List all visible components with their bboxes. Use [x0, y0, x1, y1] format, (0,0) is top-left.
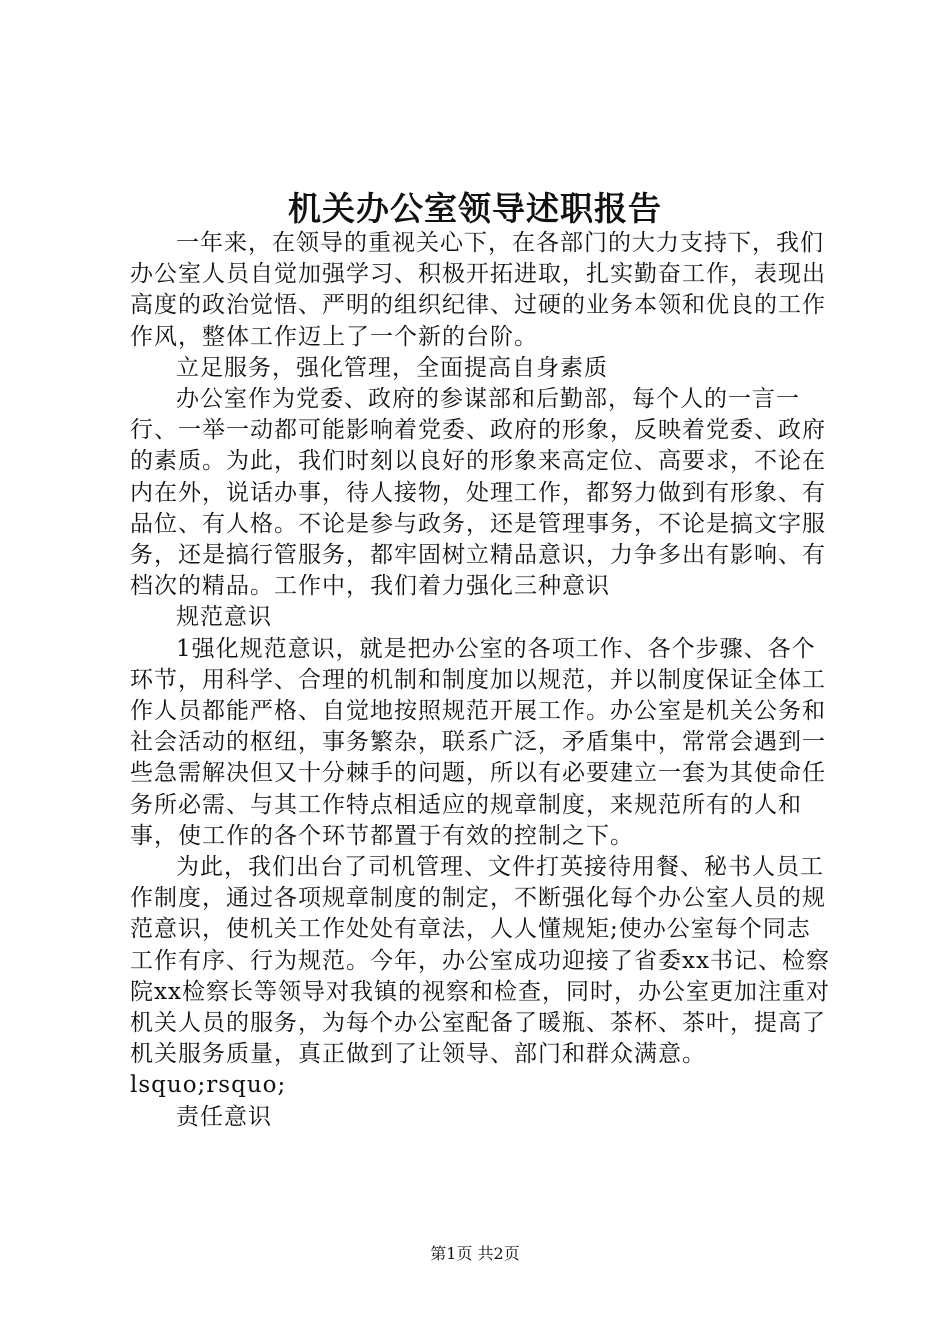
section-heading-service: 立足服务，强化管理，全面提高自身素质	[176, 354, 608, 381]
paragraph-intro: 一年来，在领导的重视关心下，在各部门的大力支持下，我们办公室人员自觉加强学习、积极开拓进取，扎实勤奋工作，表现出高度的政治觉悟、严明的组织纪律、过硬的业务本领和优良的工作作风，整体工作迈上了一个新的台阶。	[130, 230, 826, 350]
paragraph-norms: 1强化规范意识，就是把办公室的各项工作、各个步骤、各个环节，用科学、合理的机制和制度加以规范，并以制度保证全体工作人员都能严格、自觉地按照规范开展工作。办公室是机关公务和社会活动的枢纽，事务繁杂，联系广泛，矛盾集中，常常会遇到一些急需解决但又十分棘手的问题，所以有必要建立一套为其使命任务所必需、与其工作特点相适应的规章制度，来规范所有的人和事，使工作的各个环节都置于有效的控制之下。	[130, 635, 826, 849]
section-heading-responsibility: 责任意识	[176, 1103, 272, 1130]
document-body	[130, 228, 830, 1133]
page-number-footer: 第1页 共2页	[430, 1244, 520, 1263]
paragraph-office-role: 办公室作为党委、政府的参谋部和后勤部，每个人的一言一行、一举一动都可能影响着党委、政府的形象，反映着党委、政府的素质。为此，我们时刻以良好的形象来高定位、高要求，不论在内在外，说话办事，待人接物，处理工作，都努力做到有形象、有品位、有人格。不论是参与政务，还是管理事务，不论是搞文字服务，还是搞行管服务，都牢固树立精品意识，力争多出有影响、有档次的精品。工作中，我们着力强化三种意识	[130, 386, 826, 600]
paragraph-measures: 为此，我们出台了司机管理、文件打英接待用餐、秘书人员工作制度，通过各项规章制度的制定，不断强化每个办公室人员的规范意识，使机关工作处处有章法，人人懂规矩;使办公室每个同志工作有序、行为规范。今年，办公室成功迎接了省委xx书记、检察院xx检察长等领导对我镇的视察和检查，同时，办公室更加注重对机关人员的服务，为每个办公室配备了暖瓶、茶杯、茶叶，提高了机关服务质量，真正做到了让领导、部门和群众满意。lsquo;rsquo;	[130, 854, 830, 1099]
document-title: 机关办公室领导述职报告	[288, 189, 662, 228]
section-heading-norms: 规范意识	[176, 604, 272, 631]
